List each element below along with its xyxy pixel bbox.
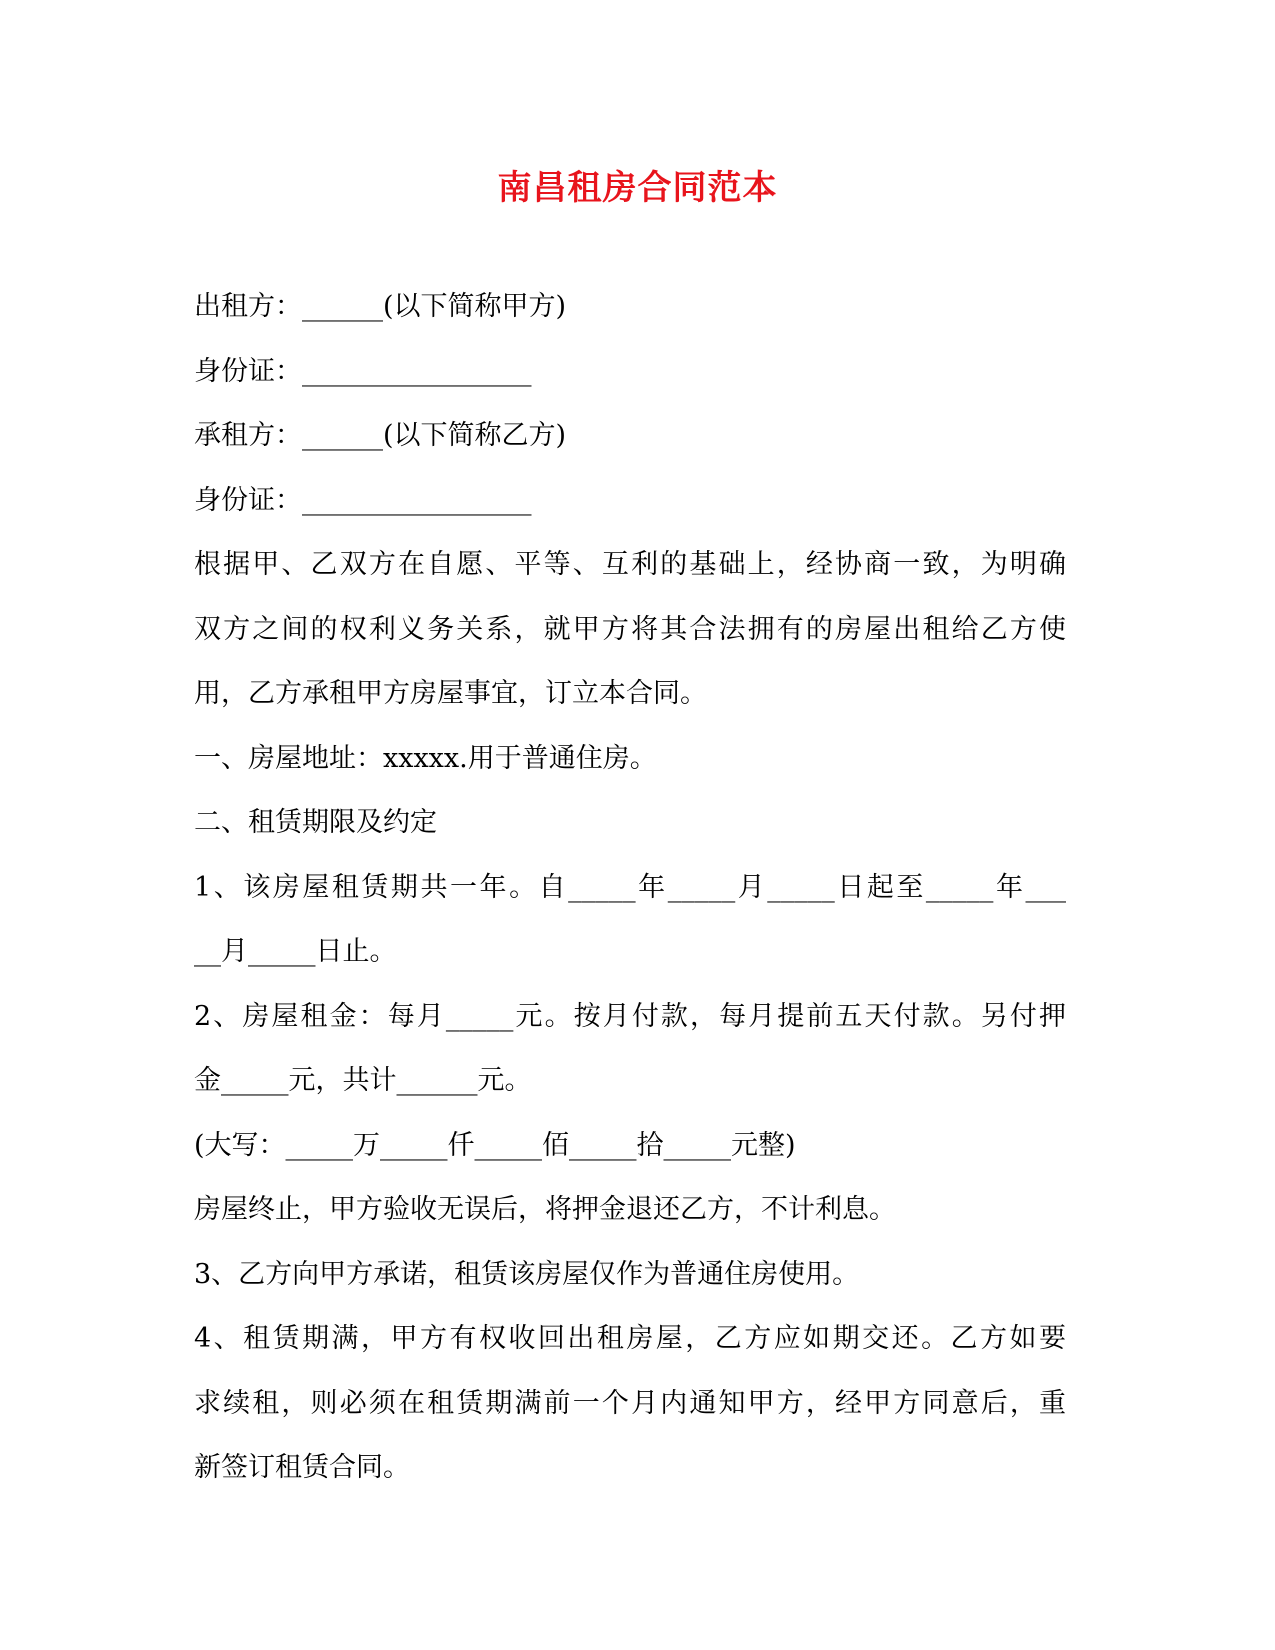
lessee-line: 承租方：______(以下简称乙方) [194, 420, 567, 451]
clause-term-heading: 二、租赁期限及约定 [194, 807, 437, 838]
lessor-id-line: 身份证：_________________ [194, 355, 532, 387]
clause-term-4: 新签订租赁合同。 [194, 1452, 410, 1483]
clause-term-1: 1、该房屋租赁期共一年。自_____年_____月_____日起至_____年___ [194, 871, 1066, 903]
lessee-id-line: 身份证：_________________ [194, 484, 532, 516]
preamble-line: 根据甲、乙双方在自愿、平等、互利的基础上，经协商一致，为明确 [194, 549, 1066, 580]
preamble-line: 用，乙方承租甲方房屋事宜，订立本合同。 [194, 678, 707, 709]
clause-address: 一、房屋地址：xxxxx.用于普通住房。 [194, 742, 657, 774]
preamble-line: 双方之间的权利义务关系，就甲方将其合法拥有的房屋出租给乙方使 [194, 613, 1066, 645]
deposit-refund-line: 房屋终止，甲方验收无误后，将押金退还乙方，不计利息。 [194, 1194, 896, 1225]
clause-term-1: __月_____日止。 [194, 936, 397, 967]
clause-term-4: 求续租，则必须在租赁期满前一个月内通知甲方，经甲方同意后，重 [194, 1387, 1066, 1419]
lessor-line: 出租方：______(以下简称甲方) [194, 291, 567, 322]
clause-term-4: 4、租赁期满，甲方有权收回出租房屋，乙方应如期交还。乙方如要 [194, 1323, 1066, 1354]
document-title: 南昌租房合同范本 [497, 168, 778, 208]
clause-term-2: 2、房屋租金：每月_____元。按月付款，每月提前五天付款。另付押 [194, 1000, 1066, 1032]
amount-in-words-line: (大写：_____万_____仟_____佰_____拾_____元整) [194, 1129, 796, 1161]
document-body [194, 275, 1066, 1501]
clause-term-3: 3、乙方向甲方承诺，租赁该房屋仅作为普通住房使用。 [194, 1258, 860, 1290]
clause-term-2: 金_____元，共计______元。 [194, 1065, 532, 1096]
